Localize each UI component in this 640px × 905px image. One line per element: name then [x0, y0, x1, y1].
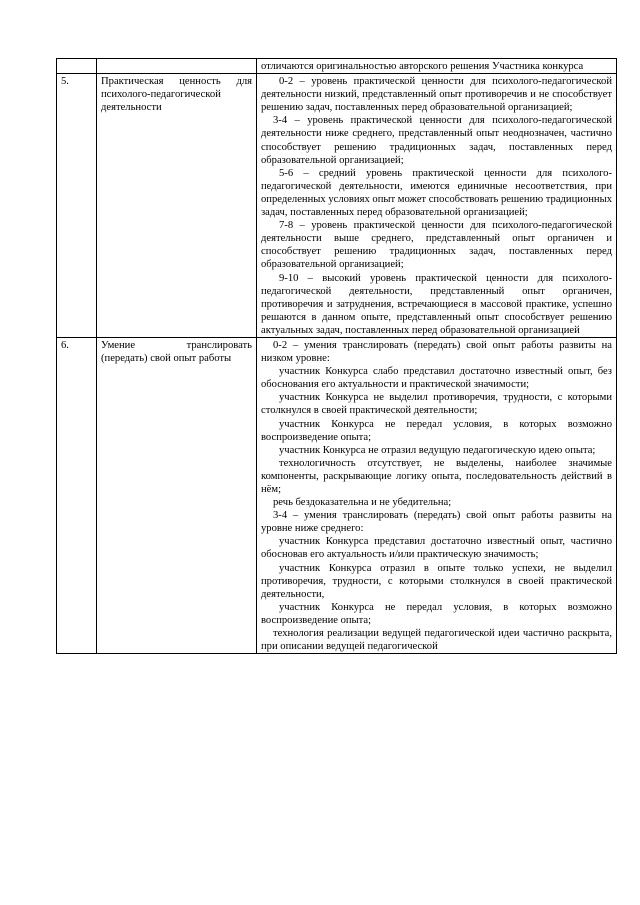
table-row: [57, 337, 617, 653]
criteria-table: [56, 58, 617, 654]
row-number: [57, 59, 97, 74]
description-paragraph: отличаются оригинальностью авторского решения Участника конкурса: [261, 61, 584, 72]
description-paragraph: 3-4 – умения транслировать (передать) свой опыт работы развиты на уровне ниже среднего:: [261, 510, 612, 535]
row-number: 6.: [57, 337, 97, 653]
description-paragraph: 9-10 – высокий уровень практической ценности для психолого-педагогической деятельности, представленный опыт органичен, противоречия и затруднения, встречающиеся в массовой практике, успешно решаются в данном опыте, представленный опыт способствует решению актуальных задач, поставленных перед образовательной организацией: [261, 272, 612, 336]
description-paragraph: участник Конкурса не передал условия, в которых возможно воспроизведение опыта;: [261, 601, 612, 626]
description-paragraph: участник Конкурса представил достаточно известный опыт, частично обосновав его актуальность и/или практическую значимость;: [261, 536, 612, 561]
table-row: [57, 59, 617, 74]
criterion-description: [257, 337, 617, 653]
description-paragraph: 0-2 – умения транслировать (передать) свой опыт работы развиты на низком уровне:: [261, 339, 612, 365]
row-number: 5.: [57, 74, 97, 338]
criterion-name: Умение транслировать (передать) свой опыт работы: [97, 337, 257, 653]
description-paragraph: технологичность отсутствует, не выделены, наиболее значимые компоненты, раскрывающие логику опыта, последовательность действий в нём;: [261, 457, 612, 495]
description-paragraph: участник Конкурса не передал условия, в которых возможно воспроизведение опыта;: [261, 418, 612, 443]
description-paragraph: участник Конкурса слабо представил достаточно известный опыт, без обоснования его актуальности и практической значимости;: [261, 366, 612, 391]
description-paragraph: участник Конкурса не отразил ведущую педагогическую идею опыта;: [279, 444, 596, 456]
description-paragraph: 0-2 – уровень практической ценности для психолого-педагогической деятельности низкий, представленный опыт противоречив и не способствует решению задач, поставленных перед образовательной организацией;: [261, 76, 612, 114]
description-paragraph: участник Конкурса отразил в опыте только успехи, не выделил противоречия, трудности, с которыми столкнулся в своей практической деятельности,: [261, 562, 612, 600]
description-paragraph: 3-4 – уровень практической ценности для психолого-педагогической деятельности ниже среднего, представленный опыт неоднозначен, частично способствует решению традиционных задач, поставленных перед образовательной организацией;: [261, 115, 612, 166]
criterion-description: [257, 74, 617, 338]
description-paragraph: речь бездоказательна и не убедительна;: [273, 497, 452, 509]
criterion-name: Практическая ценность для психолого-педагогической деятельности: [97, 74, 257, 338]
table-row: [57, 74, 617, 338]
description-paragraph: 7-8 – уровень практической ценности для психолого-педагогической деятельности выше среднего, представленный опыт органичен и способствует решению традиционных задач, поставленных перед образовательной организацией;: [261, 220, 612, 271]
description-paragraph: технология реализации ведущей педагогической идеи частично раскрыта, при описании ведущей педагогической: [261, 628, 612, 653]
description-paragraph: 5-6 – средний уровень практической ценности для психолого-педагогической деятельности, имеются единичные несоответствия, при определенных условиях опыт может способствовать решению традиционных задач, поставленных перед образовательной организацией;: [261, 167, 612, 219]
criterion-description: [257, 59, 617, 74]
criterion-name: [97, 59, 257, 74]
description-paragraph: участник Конкурса не выделил противоречия, трудности, с которыми столкнулся в своей практической деятельности;: [261, 392, 612, 417]
